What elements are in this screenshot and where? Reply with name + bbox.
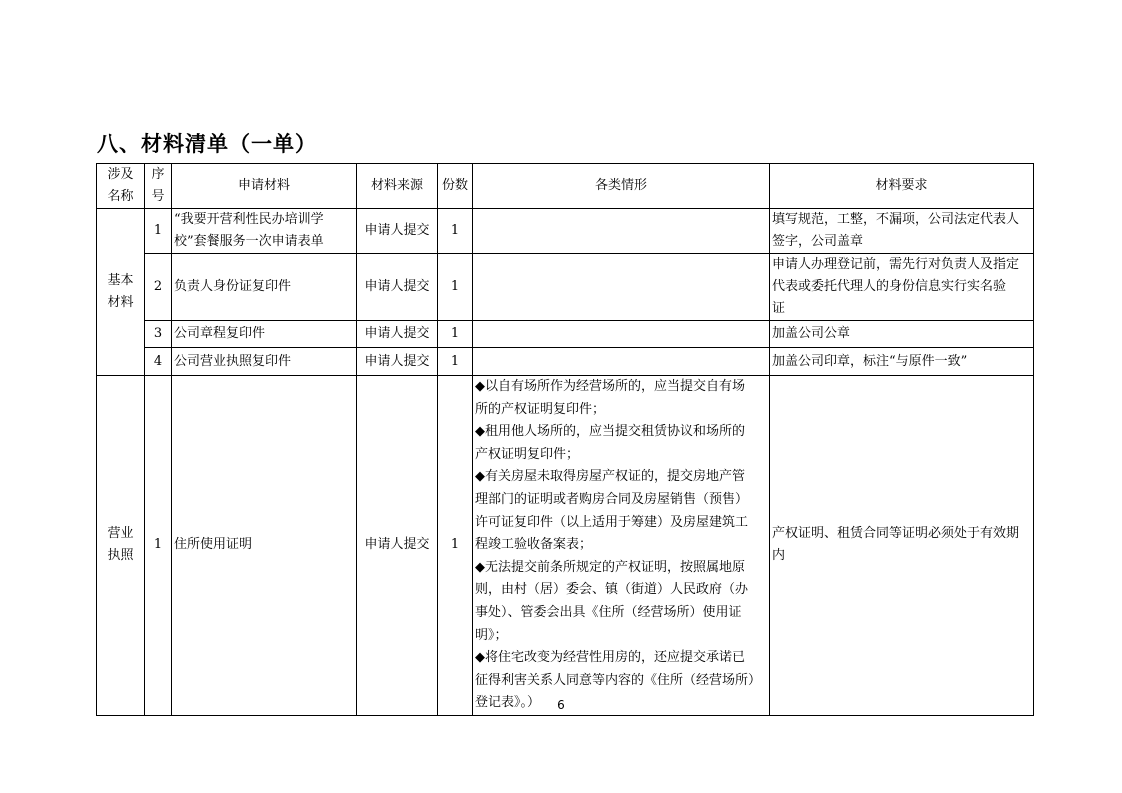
section-title: 八、材料清单（一单） <box>97 132 317 156</box>
table-row <box>97 348 1034 376</box>
source-cell: 申请人提交 <box>357 321 438 348</box>
header-material: 申请材料 <box>172 164 357 209</box>
header-source: 材料来源 <box>357 164 438 209</box>
seq-cell: 1 <box>145 209 172 254</box>
source-cell: 申请人提交 <box>357 376 438 716</box>
material-cell: “我要开营利性民办培训学 校”套餐服务一次申请表单 <box>172 209 357 254</box>
situation-line: ◆无法提交前条所规定的产权证明，按照属地原 <box>475 559 745 575</box>
material-cell: 公司营业执照复印件 <box>172 348 357 376</box>
situations-cell <box>473 209 770 254</box>
material-cell: 负责人身份证复印件 <box>172 254 357 321</box>
table-header-row <box>97 164 1034 209</box>
header-requirements: 材料要求 <box>770 164 1034 209</box>
requirements-cell: 加盖公司公章 <box>770 321 1034 348</box>
situation-line: 登记表》。） <box>475 695 541 711</box>
category-cell-basic: 基本 材料 <box>97 209 145 376</box>
situation-line: 程竣工验收备案表； <box>475 537 593 553</box>
situation-line: 所的产权证明复印件； <box>475 401 606 417</box>
material-cell: 住所使用证明 <box>172 376 357 716</box>
situations-cell <box>473 376 770 716</box>
situation-line: ◆将住宅改变为经营性用房的，还应提交承诺已 <box>475 650 745 666</box>
source-cell: 申请人提交 <box>357 348 438 376</box>
copies-cell: 1 <box>438 348 473 376</box>
situation-line: 产权证明复印件； <box>475 446 580 462</box>
source-cell: 申请人提交 <box>357 209 438 254</box>
copies-cell: 1 <box>438 254 473 321</box>
seq-cell: 2 <box>145 254 172 321</box>
seq-cell: 3 <box>145 321 172 348</box>
requirements-cell: 产权证明、租赁合同等证明必须处于有效期 内 <box>770 376 1034 716</box>
header-category: 涉及 名称 <box>97 164 145 209</box>
situation-line: 许可证复印件（以上适用于筹建）及房屋建筑工 <box>475 514 749 530</box>
situations-cell <box>473 321 770 348</box>
table-row <box>97 254 1034 321</box>
header-copies: 份数 <box>438 164 473 209</box>
copies-cell: 1 <box>438 376 473 716</box>
situation-line: ◆以自有场所作为经营场所的，应当提交自有场 <box>475 379 745 394</box>
header-situations: 各类情形 <box>473 164 770 209</box>
requirements-cell: 填写规范，工整，不漏项，公司法定代表人 签字，公司盖章 <box>770 209 1034 254</box>
seq-cell: 4 <box>145 348 172 376</box>
copies-cell: 1 <box>438 209 473 254</box>
page-number: 6 <box>557 698 565 712</box>
situation-line: 事处）、管委会出具《住所（经营场所）使用证明》； <box>475 604 742 643</box>
header-seq: 序 号 <box>145 164 172 209</box>
situation-line: 征得利害关系人同意等内容的《住所（经营场所） <box>475 672 762 688</box>
situations-cell <box>473 348 770 376</box>
materials-table <box>96 163 1034 716</box>
material-cell: 公司章程复印件 <box>172 321 357 348</box>
requirements-cell: 申请人办理登记前，需先行对负责人及指定 代表或委托代理人的身份信息实行实名验 证 <box>770 254 1034 321</box>
copies-cell: 1 <box>438 321 473 348</box>
situation-line: ◆有关房屋未取得房屋产权证的，提交房地产管 <box>475 469 745 485</box>
table-row <box>97 209 1034 254</box>
situations-cell <box>473 254 770 321</box>
source-cell: 申请人提交 <box>357 254 438 321</box>
situation-line: ◆租用他人场所的，应当提交租赁协议和场所的 <box>475 424 745 440</box>
requirements-cell: 加盖公司印章，标注“与原件一致” <box>770 348 1034 376</box>
category-cell-license: 营业 执照 <box>97 376 145 716</box>
situation-line: 则，由村（居）委会、镇（街道）人民政府（办 <box>475 582 749 598</box>
table-row <box>97 321 1034 348</box>
seq-cell: 1 <box>145 376 172 716</box>
table-row <box>97 376 1034 716</box>
situation-line: 理部门的证明或者购房合同及房屋销售（预售） <box>475 491 749 507</box>
